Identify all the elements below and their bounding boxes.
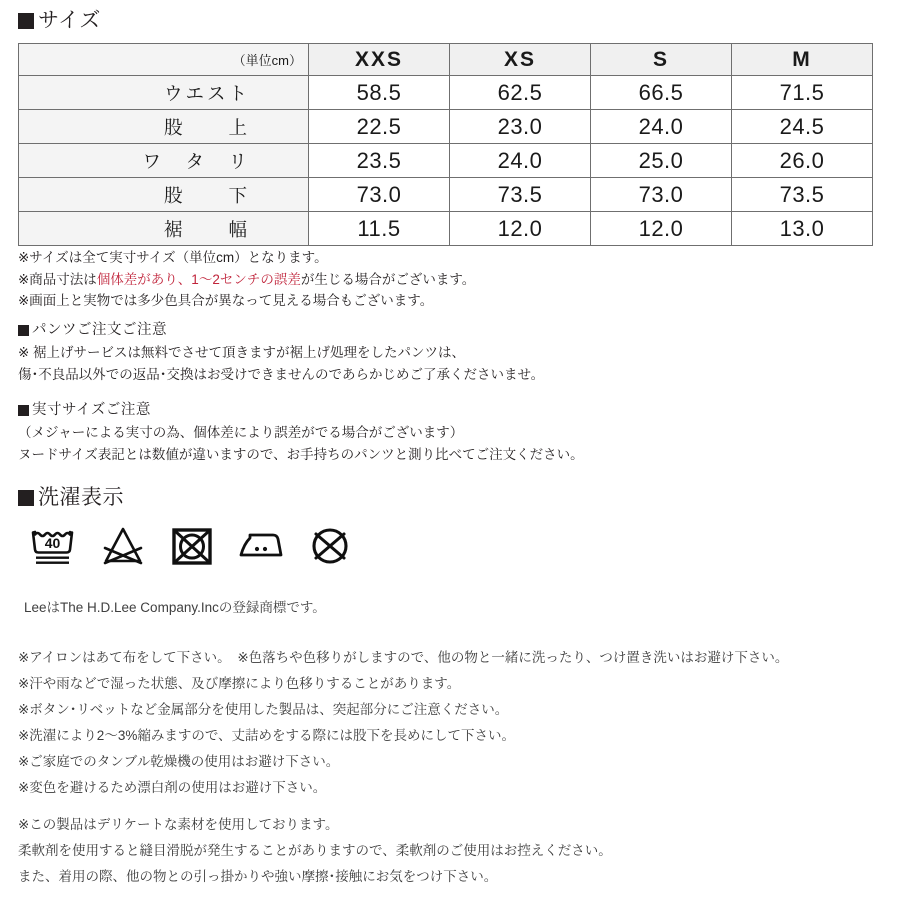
- cell-hem-s: 12.0: [591, 212, 732, 246]
- square-bullet-icon: [18, 13, 34, 29]
- table-row: [19, 144, 873, 178]
- pants-note-line-1: ※ 裾上げサービスは無料でさせて頂きますが裾上げ処理をしたパンツは、: [18, 345, 466, 360]
- size-column-header-xs: XS: [450, 44, 591, 76]
- square-bullet-icon: [18, 405, 29, 416]
- cell-rise-m: 24.5: [732, 110, 873, 144]
- row-label-rise: 股 上: [19, 110, 309, 144]
- unit-label-cell: （単位cm）: [19, 44, 309, 76]
- no-tumble-dry-square-icon: [168, 522, 216, 570]
- size-table: [18, 43, 873, 246]
- cell-rise-xxs: 22.5: [309, 110, 450, 144]
- row-label-hem-width: 裾 幅: [19, 212, 309, 246]
- cell-hem-xs: 12.0: [450, 212, 591, 246]
- table-row: [19, 110, 873, 144]
- wash-heading-label: 洗濯表示: [38, 486, 124, 509]
- actual-size-heading: [18, 401, 584, 420]
- no-bleach-triangle-icon: [99, 522, 147, 570]
- laundry-symbols-row: [30, 522, 375, 570]
- cell-thigh-m: 26.0: [732, 144, 873, 178]
- pants-order-heading: [18, 321, 544, 340]
- size-note-line-1: ※サイズは全て実寸サイズ（単位cm）となります。: [18, 250, 328, 265]
- size-column-header-m: M: [732, 44, 873, 76]
- table-row: [19, 76, 873, 110]
- table-row: [19, 178, 873, 212]
- care-note-line-2: ※汗や雨などで湿った状態、及び摩擦により色移りすることがあります。: [18, 676, 461, 691]
- pants-note-line-2: 傷･不良品以外での返品･交換はお受けできませんのであらかじめご了承くださいませ。: [18, 366, 545, 382]
- actual-size-note-line-2: ヌードサイズ表記とは数値が違いますので、お手持ちのパンツと測り比べてご注文ください。: [18, 446, 584, 462]
- care-instructions-block: [18, 645, 788, 801]
- cell-inseam-s: 73.0: [591, 178, 732, 212]
- cell-inseam-xxs: 73.0: [309, 178, 450, 212]
- cell-rise-xs: 23.0: [450, 110, 591, 144]
- size-table-header-row: [19, 44, 873, 76]
- cell-thigh-s: 25.0: [591, 144, 732, 178]
- cell-waist-xs: 62.5: [450, 76, 591, 110]
- size-note-line-2: [18, 269, 475, 291]
- cell-thigh-xs: 24.0: [450, 144, 591, 178]
- actual-size-note-line-1: （メジャーによる実寸の為、個体差により誤差がでる場合がございます）: [18, 425, 464, 440]
- care-note-line-4: ※洗濯により2～3%縮みますので、丈詰めをする際には股下を長めにして下さい。: [18, 728, 516, 743]
- delicate-material-notes-block: [18, 812, 612, 890]
- actual-size-heading-label: 実寸サイズご注意: [32, 402, 151, 418]
- delicate-note-line-1: ※この製品はデリケートな素材を使用しております。: [18, 817, 339, 832]
- cell-waist-xxs: 58.5: [309, 76, 450, 110]
- care-note-line-1: ※アイロンはあて布をして下さい。 ※色落ちや色移りがしますので、他の物と一緒に洗ったり、つけ置き洗いはお避け下さい。: [18, 650, 789, 665]
- cell-waist-s: 66.5: [591, 76, 732, 110]
- square-bullet-icon: [18, 325, 29, 336]
- iron-medium-two-dots-icon: [237, 522, 285, 570]
- size-note-tolerance-warning: 個体差があり、1～2センチの誤差: [96, 271, 301, 287]
- delicate-note-line-2: 柔軟剤を使用すると縫目滑脱が発生することがありますので、柔軟剤のご使用はお控えください。: [18, 843, 612, 858]
- table-row: [19, 212, 873, 246]
- care-note-line-6: ※変色を避けるため漂白剤の使用はお避け下さい。: [18, 780, 327, 795]
- trademark-notice: [24, 598, 326, 618]
- svg-text:40: 40: [44, 535, 61, 551]
- cell-inseam-m: 73.5: [732, 178, 873, 212]
- size-table-wrapper: [18, 43, 872, 246]
- size-heading-label: サイズ: [38, 9, 101, 32]
- delicate-note-line-3: また、着用の際、他の物との引っ掛かりや強い摩擦･接触にお気をつけ下さい。: [18, 869, 498, 884]
- size-column-header-xxs: XXS: [309, 44, 450, 76]
- cell-hem-xxs: 11.5: [309, 212, 450, 246]
- size-section-heading: [18, 9, 101, 33]
- row-label-inseam: 股 下: [19, 178, 309, 212]
- cell-rise-s: 24.0: [591, 110, 732, 144]
- row-label-thigh: ワ タ リ: [19, 144, 309, 178]
- cell-waist-m: 71.5: [732, 76, 873, 110]
- wash-tub-40-gentle-icon: [30, 522, 78, 570]
- cell-thigh-xxs: 23.5: [309, 144, 450, 178]
- care-note-line-3: ※ボタン･リベットなど金属部分を使用した製品は、突起部分にご注意ください。: [18, 702, 509, 717]
- pants-order-heading-label: パンツご注文ご注意: [32, 322, 167, 338]
- size-column-header-s: S: [591, 44, 732, 76]
- care-note-line-5: ※ご家庭でのタンブル乾燥機の使用はお避け下さい。: [18, 754, 340, 769]
- cell-hem-m: 13.0: [732, 212, 873, 246]
- size-notes-block: [18, 247, 475, 312]
- cell-inseam-xs: 73.5: [450, 178, 591, 212]
- pants-order-notes-block: [18, 321, 544, 385]
- square-bullet-icon: [18, 490, 34, 506]
- size-note-line-3: ※画面上と実物では多少色具合が異なって見える場合もございます。: [18, 293, 434, 308]
- row-label-waist: ウエスト: [19, 76, 309, 110]
- no-dry-clean-circle-icon: [306, 522, 354, 570]
- trademark-text: LeeはThe H.D.Lee Company.Incの登録商標です。: [24, 600, 326, 615]
- size-note-line-2-prefix: ※商品寸法は: [18, 271, 97, 287]
- size-note-line-2-suffix: が生じる場合がございます。: [300, 271, 476, 287]
- wash-section-heading: [18, 486, 124, 510]
- actual-size-notes-block: [18, 401, 584, 465]
